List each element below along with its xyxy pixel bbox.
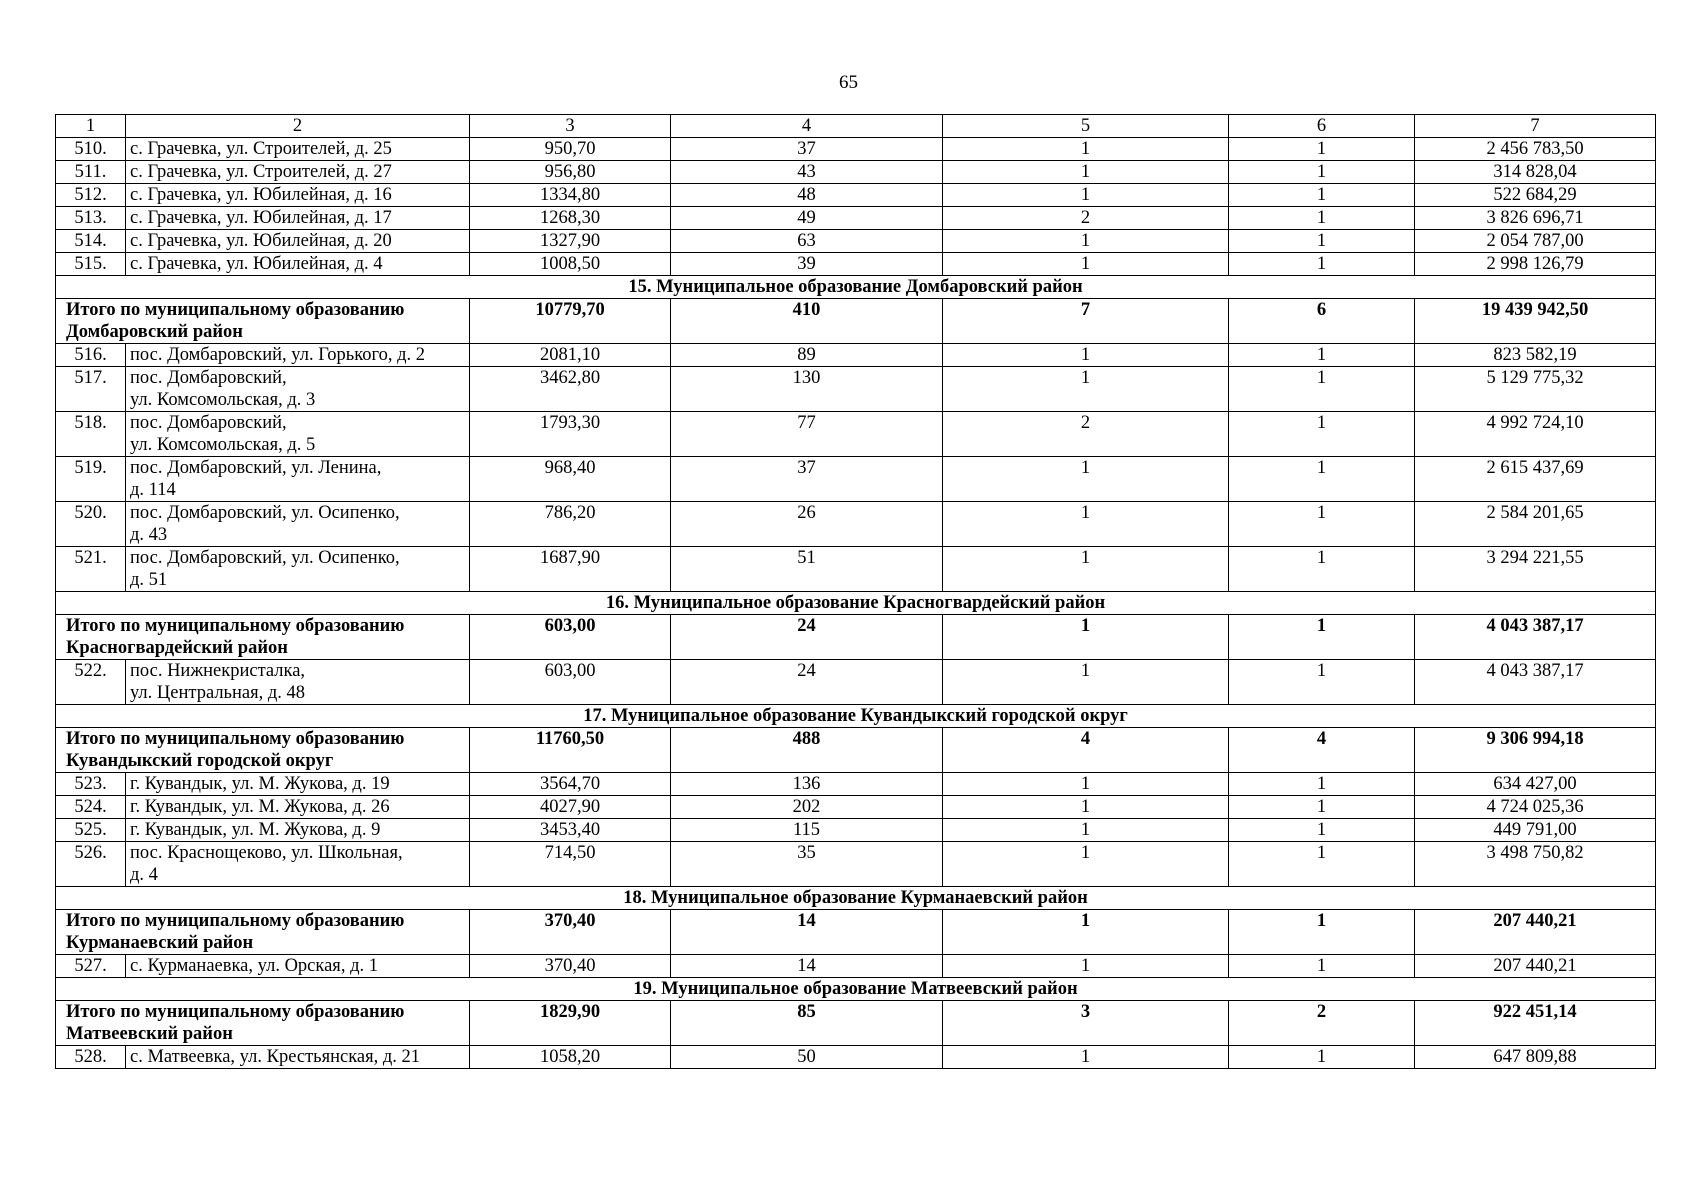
count-cell: 1 — [943, 457, 1229, 502]
count-cell: 1 — [943, 1046, 1229, 1069]
residents-cell: 77 — [671, 412, 943, 457]
subtotal-label-line: Матвеевский район — [66, 1024, 233, 1044]
subtotal-label-line: Итого по муниципальному образованию — [66, 1002, 405, 1022]
section-header-row — [56, 705, 1656, 728]
count-cell: 1 — [1229, 457, 1415, 502]
count-cell: 2 — [1229, 1001, 1415, 1046]
address-line: пос. Домбаровский, — [130, 413, 287, 433]
residents-cell: 63 — [671, 230, 943, 253]
row-number: 515. — [56, 253, 126, 276]
column-header: 4 — [671, 115, 943, 138]
cost-cell: 2 998 126,79 — [1415, 253, 1656, 276]
address-line: ул. Комсомольская, д. 5 — [130, 435, 316, 455]
column-header: 6 — [1229, 115, 1415, 138]
cost-cell: 449 791,00 — [1415, 819, 1656, 842]
residents-cell: 39 — [671, 253, 943, 276]
row-number: 520. — [56, 502, 126, 547]
count-cell: 6 — [1229, 299, 1415, 344]
area-cell: 1268,30 — [470, 207, 671, 230]
subtotal-label-line: Домбаровский район — [66, 322, 243, 342]
count-cell: 1 — [943, 955, 1229, 978]
area-cell: 786,20 — [470, 502, 671, 547]
cost-cell: 4 992 724,10 — [1415, 412, 1656, 457]
subtotal-label-line: Итого по муниципальному образованию — [66, 616, 405, 636]
table-row — [56, 660, 1656, 705]
row-number: 521. — [56, 547, 126, 592]
residents-cell: 202 — [671, 796, 943, 819]
count-cell: 1 — [943, 819, 1229, 842]
table-body — [56, 115, 1656, 1069]
cost-cell: 3 498 750,82 — [1415, 842, 1656, 887]
address-cell: с. Грачевка, ул. Юбилейная, д. 16 — [126, 184, 470, 207]
cost-cell: 3 826 696,71 — [1415, 207, 1656, 230]
count-cell: 1 — [943, 367, 1229, 412]
column-header: 7 — [1415, 115, 1656, 138]
subtotal-label-line: Итого по муниципальному образованию — [66, 911, 405, 931]
area-cell: 714,50 — [470, 842, 671, 887]
area-cell: 1008,50 — [470, 253, 671, 276]
count-cell: 1 — [1229, 660, 1415, 705]
residents-cell: 136 — [671, 773, 943, 796]
address-cell — [126, 412, 470, 457]
column-header: 2 — [126, 115, 470, 138]
address-line: д. 43 — [130, 525, 168, 545]
address-line: д. 4 — [130, 865, 158, 885]
area-cell: 950,70 — [470, 138, 671, 161]
area-cell: 3453,40 — [470, 819, 671, 842]
area-cell: 956,80 — [470, 161, 671, 184]
address-cell — [126, 547, 470, 592]
table-row — [56, 842, 1656, 887]
count-cell: 1 — [943, 796, 1229, 819]
table-row — [56, 955, 1656, 978]
count-cell: 1 — [943, 344, 1229, 367]
cost-cell: 2 456 783,50 — [1415, 138, 1656, 161]
area-cell: 3564,70 — [470, 773, 671, 796]
area-cell: 4027,90 — [470, 796, 671, 819]
table-row — [56, 230, 1656, 253]
row-number: 514. — [56, 230, 126, 253]
count-cell: 1 — [943, 184, 1229, 207]
table-row — [56, 344, 1656, 367]
row-number: 517. — [56, 367, 126, 412]
count-cell: 1 — [1229, 161, 1415, 184]
subtotal-row — [56, 728, 1656, 773]
area-cell: 10779,70 — [470, 299, 671, 344]
table-row — [56, 412, 1656, 457]
count-cell: 1 — [1229, 796, 1415, 819]
cost-cell: 207 440,21 — [1415, 955, 1656, 978]
area-cell: 370,40 — [470, 955, 671, 978]
cost-cell: 2 615 437,69 — [1415, 457, 1656, 502]
address-line: пос. Краснощеково, ул. Школьная, — [130, 843, 403, 863]
count-cell: 1 — [1229, 412, 1415, 457]
subtotal-label-line: Красногвардейский район — [66, 638, 288, 658]
subtotal-label-line: Курманаевский район — [66, 933, 254, 953]
table-row — [56, 207, 1656, 230]
residents-cell: 89 — [671, 344, 943, 367]
address-cell: с. Матвеевка, ул. Крестьянская, д. 21 — [126, 1046, 470, 1069]
count-cell: 1 — [1229, 842, 1415, 887]
subtotal-label — [56, 728, 470, 773]
address-cell — [126, 842, 470, 887]
count-cell: 1 — [1229, 230, 1415, 253]
count-cell: 1 — [943, 615, 1229, 660]
residents-cell: 51 — [671, 547, 943, 592]
cost-cell: 647 809,88 — [1415, 1046, 1656, 1069]
subtotal-row — [56, 910, 1656, 955]
area-cell: 1058,20 — [470, 1046, 671, 1069]
address-cell — [126, 502, 470, 547]
count-cell: 1 — [943, 842, 1229, 887]
cost-cell: 4 043 387,17 — [1415, 660, 1656, 705]
area-cell: 1793,30 — [470, 412, 671, 457]
subtotal-label — [56, 1001, 470, 1046]
count-cell: 1 — [1229, 207, 1415, 230]
table-row — [56, 253, 1656, 276]
column-number-row — [56, 115, 1656, 138]
section-header-row — [56, 887, 1656, 910]
cost-cell: 3 294 221,55 — [1415, 547, 1656, 592]
address-line: пос. Нижнекристалка, — [130, 661, 306, 681]
area-cell: 1829,90 — [470, 1001, 671, 1046]
address-line: пос. Домбаровский, ул. Осипенко, — [130, 548, 400, 568]
residents-cell: 130 — [671, 367, 943, 412]
address-cell — [126, 660, 470, 705]
cost-cell: 522 684,29 — [1415, 184, 1656, 207]
address-cell: с. Грачевка, ул. Юбилейная, д. 4 — [126, 253, 470, 276]
address-cell — [126, 367, 470, 412]
area-cell: 11760,50 — [470, 728, 671, 773]
table-row — [56, 184, 1656, 207]
address-cell: с. Грачевка, ул. Юбилейная, д. 17 — [126, 207, 470, 230]
subtotal-row — [56, 1001, 1656, 1046]
subtotal-row — [56, 299, 1656, 344]
row-number: 522. — [56, 660, 126, 705]
column-header: 5 — [943, 115, 1229, 138]
row-number: 512. — [56, 184, 126, 207]
table-row — [56, 796, 1656, 819]
address-cell: г. Кувандык, ул. М. Жукова, д. 19 — [126, 773, 470, 796]
row-number: 523. — [56, 773, 126, 796]
count-cell: 1 — [1229, 1046, 1415, 1069]
address-line: пос. Домбаровский, ул. Ленина, — [130, 458, 382, 478]
section-title: 19. Муниципальное образование Матвеевский район — [56, 978, 1656, 1001]
residents-cell: 115 — [671, 819, 943, 842]
row-number: 524. — [56, 796, 126, 819]
count-cell: 1 — [1229, 502, 1415, 547]
area-cell: 603,00 — [470, 615, 671, 660]
address-cell: г. Кувандык, ул. М. Жукова, д. 26 — [126, 796, 470, 819]
address-cell: с. Грачевка, ул. Юбилейная, д. 20 — [126, 230, 470, 253]
table-row — [56, 367, 1656, 412]
cost-cell: 4 043 387,17 — [1415, 615, 1656, 660]
address-cell: с. Грачевка, ул. Строителей, д. 27 — [126, 161, 470, 184]
cost-cell: 4 724 025,36 — [1415, 796, 1656, 819]
count-cell: 1 — [1229, 773, 1415, 796]
residents-cell: 49 — [671, 207, 943, 230]
address-line: пос. Домбаровский, ул. Осипенко, — [130, 503, 400, 523]
row-number: 528. — [56, 1046, 126, 1069]
residents-cell: 48 — [671, 184, 943, 207]
residents-cell: 24 — [671, 615, 943, 660]
row-number: 525. — [56, 819, 126, 842]
row-number: 510. — [56, 138, 126, 161]
residents-cell: 14 — [671, 910, 943, 955]
cost-cell: 2 054 787,00 — [1415, 230, 1656, 253]
address-cell — [126, 457, 470, 502]
residents-cell: 37 — [671, 138, 943, 161]
cost-cell: 5 129 775,32 — [1415, 367, 1656, 412]
section-title: 17. Муниципальное образование Кувандыкский городской округ — [56, 705, 1656, 728]
address-line: д. 51 — [130, 570, 168, 590]
count-cell: 3 — [943, 1001, 1229, 1046]
residents-cell: 85 — [671, 1001, 943, 1046]
section-header-row — [56, 978, 1656, 1001]
count-cell: 1 — [943, 773, 1229, 796]
address-line: ул. Центральная, д. 48 — [130, 683, 306, 703]
subtotal-label — [56, 910, 470, 955]
housing-register-table — [55, 114, 1656, 1069]
count-cell: 1 — [943, 502, 1229, 547]
column-header: 1 — [56, 115, 126, 138]
subtotal-row — [56, 615, 1656, 660]
area-cell: 3462,80 — [470, 367, 671, 412]
cost-cell: 314 828,04 — [1415, 161, 1656, 184]
residents-cell: 488 — [671, 728, 943, 773]
area-cell: 603,00 — [470, 660, 671, 705]
address-cell: с. Курманаевка, ул. Орская, д. 1 — [126, 955, 470, 978]
area-cell: 1334,80 — [470, 184, 671, 207]
section-title: 18. Муниципальное образование Курманаевский район — [56, 887, 1656, 910]
table-row — [56, 547, 1656, 592]
table-row — [56, 138, 1656, 161]
area-cell: 1327,90 — [470, 230, 671, 253]
residents-cell: 26 — [671, 502, 943, 547]
count-cell: 1 — [1229, 367, 1415, 412]
cost-cell: 19 439 942,50 — [1415, 299, 1656, 344]
address-line: д. 114 — [130, 480, 176, 500]
count-cell: 2 — [943, 207, 1229, 230]
address-line: ул. Комсомольская, д. 3 — [130, 390, 316, 410]
residents-cell: 14 — [671, 955, 943, 978]
column-header: 3 — [470, 115, 671, 138]
subtotal-label-line: Итого по муниципальному образованию — [66, 729, 405, 749]
area-cell: 1687,90 — [470, 547, 671, 592]
subtotal-label-line: Кувандыкский городской округ — [66, 751, 334, 771]
subtotal-label — [56, 615, 470, 660]
cost-cell: 9 306 994,18 — [1415, 728, 1656, 773]
count-cell: 1 — [1229, 615, 1415, 660]
section-title: 16. Муниципальное образование Красногвардейский район — [56, 592, 1656, 615]
count-cell: 4 — [943, 728, 1229, 773]
address-cell: пос. Домбаровский, ул. Горького, д. 2 — [126, 344, 470, 367]
count-cell: 1 — [943, 547, 1229, 592]
count-cell: 1 — [1229, 184, 1415, 207]
count-cell: 7 — [943, 299, 1229, 344]
section-title: 15. Муниципальное образование Домбаровский район — [56, 276, 1656, 299]
count-cell: 1 — [1229, 253, 1415, 276]
area-cell: 968,40 — [470, 457, 671, 502]
table-row — [56, 819, 1656, 842]
cost-cell: 207 440,21 — [1415, 910, 1656, 955]
row-number: 519. — [56, 457, 126, 502]
residents-cell: 43 — [671, 161, 943, 184]
count-cell: 1 — [943, 253, 1229, 276]
cost-cell: 2 584 201,65 — [1415, 502, 1656, 547]
residents-cell: 410 — [671, 299, 943, 344]
count-cell: 1 — [943, 910, 1229, 955]
row-number: 511. — [56, 161, 126, 184]
residents-cell: 50 — [671, 1046, 943, 1069]
count-cell: 1 — [943, 138, 1229, 161]
row-number: 513. — [56, 207, 126, 230]
cost-cell: 634 427,00 — [1415, 773, 1656, 796]
cost-cell: 922 451,14 — [1415, 1001, 1656, 1046]
address-cell: с. Грачевка, ул. Строителей, д. 25 — [126, 138, 470, 161]
count-cell: 1 — [1229, 138, 1415, 161]
count-cell: 1 — [1229, 819, 1415, 842]
count-cell: 2 — [943, 412, 1229, 457]
row-number: 516. — [56, 344, 126, 367]
subtotal-label — [56, 299, 470, 344]
count-cell: 1 — [1229, 344, 1415, 367]
count-cell: 1 — [1229, 955, 1415, 978]
cost-cell: 823 582,19 — [1415, 344, 1656, 367]
count-cell: 1 — [943, 161, 1229, 184]
area-cell: 2081,10 — [470, 344, 671, 367]
address-line: пос. Домбаровский, — [130, 368, 287, 388]
section-header-row — [56, 592, 1656, 615]
count-cell: 1 — [943, 660, 1229, 705]
row-number: 518. — [56, 412, 126, 457]
count-cell: 1 — [1229, 547, 1415, 592]
count-cell: 1 — [1229, 910, 1415, 955]
address-cell: г. Кувандык, ул. М. Жукова, д. 9 — [126, 819, 470, 842]
row-number: 527. — [56, 955, 126, 978]
page-number: 65 — [839, 72, 858, 93]
count-cell: 4 — [1229, 728, 1415, 773]
residents-cell: 37 — [671, 457, 943, 502]
residents-cell: 35 — [671, 842, 943, 887]
table-row — [56, 457, 1656, 502]
row-number: 526. — [56, 842, 126, 887]
table-row — [56, 502, 1656, 547]
section-header-row — [56, 276, 1656, 299]
table-row — [56, 1046, 1656, 1069]
count-cell: 1 — [943, 230, 1229, 253]
table-row — [56, 773, 1656, 796]
area-cell: 370,40 — [470, 910, 671, 955]
subtotal-label-line: Итого по муниципальному образованию — [66, 300, 405, 320]
residents-cell: 24 — [671, 660, 943, 705]
table-row — [56, 161, 1656, 184]
